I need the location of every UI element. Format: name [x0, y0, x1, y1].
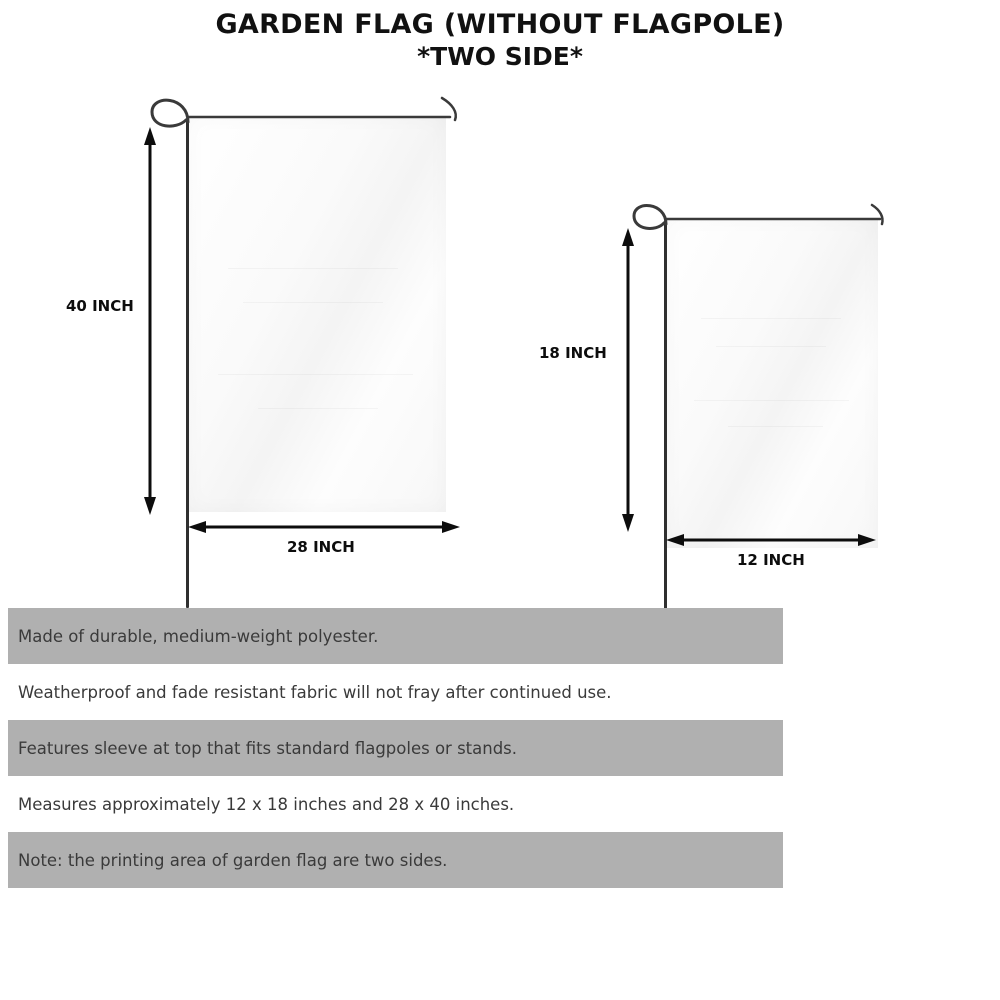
feature-list	[8, 608, 783, 888]
large-flag-height-label: 40 INCH	[66, 297, 134, 315]
small-pole-hook-icon	[634, 206, 666, 229]
list-item: Weatherproof and fade resistant fabric will not fray after continued use.	[8, 664, 783, 720]
large-pole-hook-icon	[152, 100, 188, 126]
list-item: Made of durable, medium-weight polyester.	[8, 608, 783, 664]
small-pole-end-curl-icon	[872, 205, 883, 224]
list-item: Measures approximately 12 x 18 inches and 28 x 40 inches.	[8, 776, 783, 832]
small-flag-height-label: 18 INCH	[539, 344, 607, 362]
list-item: Note: the printing area of garden flag are two sides.	[8, 832, 783, 888]
large-flag-width-label: 28 INCH	[287, 538, 355, 556]
title-secondary: *TWO SIDE*	[417, 42, 583, 71]
small-flag-width-label: 12 INCH	[737, 551, 805, 569]
title-primary: GARDEN FLAG (WITHOUT FLAGPOLE)	[215, 9, 785, 40]
list-item: Features sleeve at top that fits standard flagpoles or stands.	[8, 720, 783, 776]
